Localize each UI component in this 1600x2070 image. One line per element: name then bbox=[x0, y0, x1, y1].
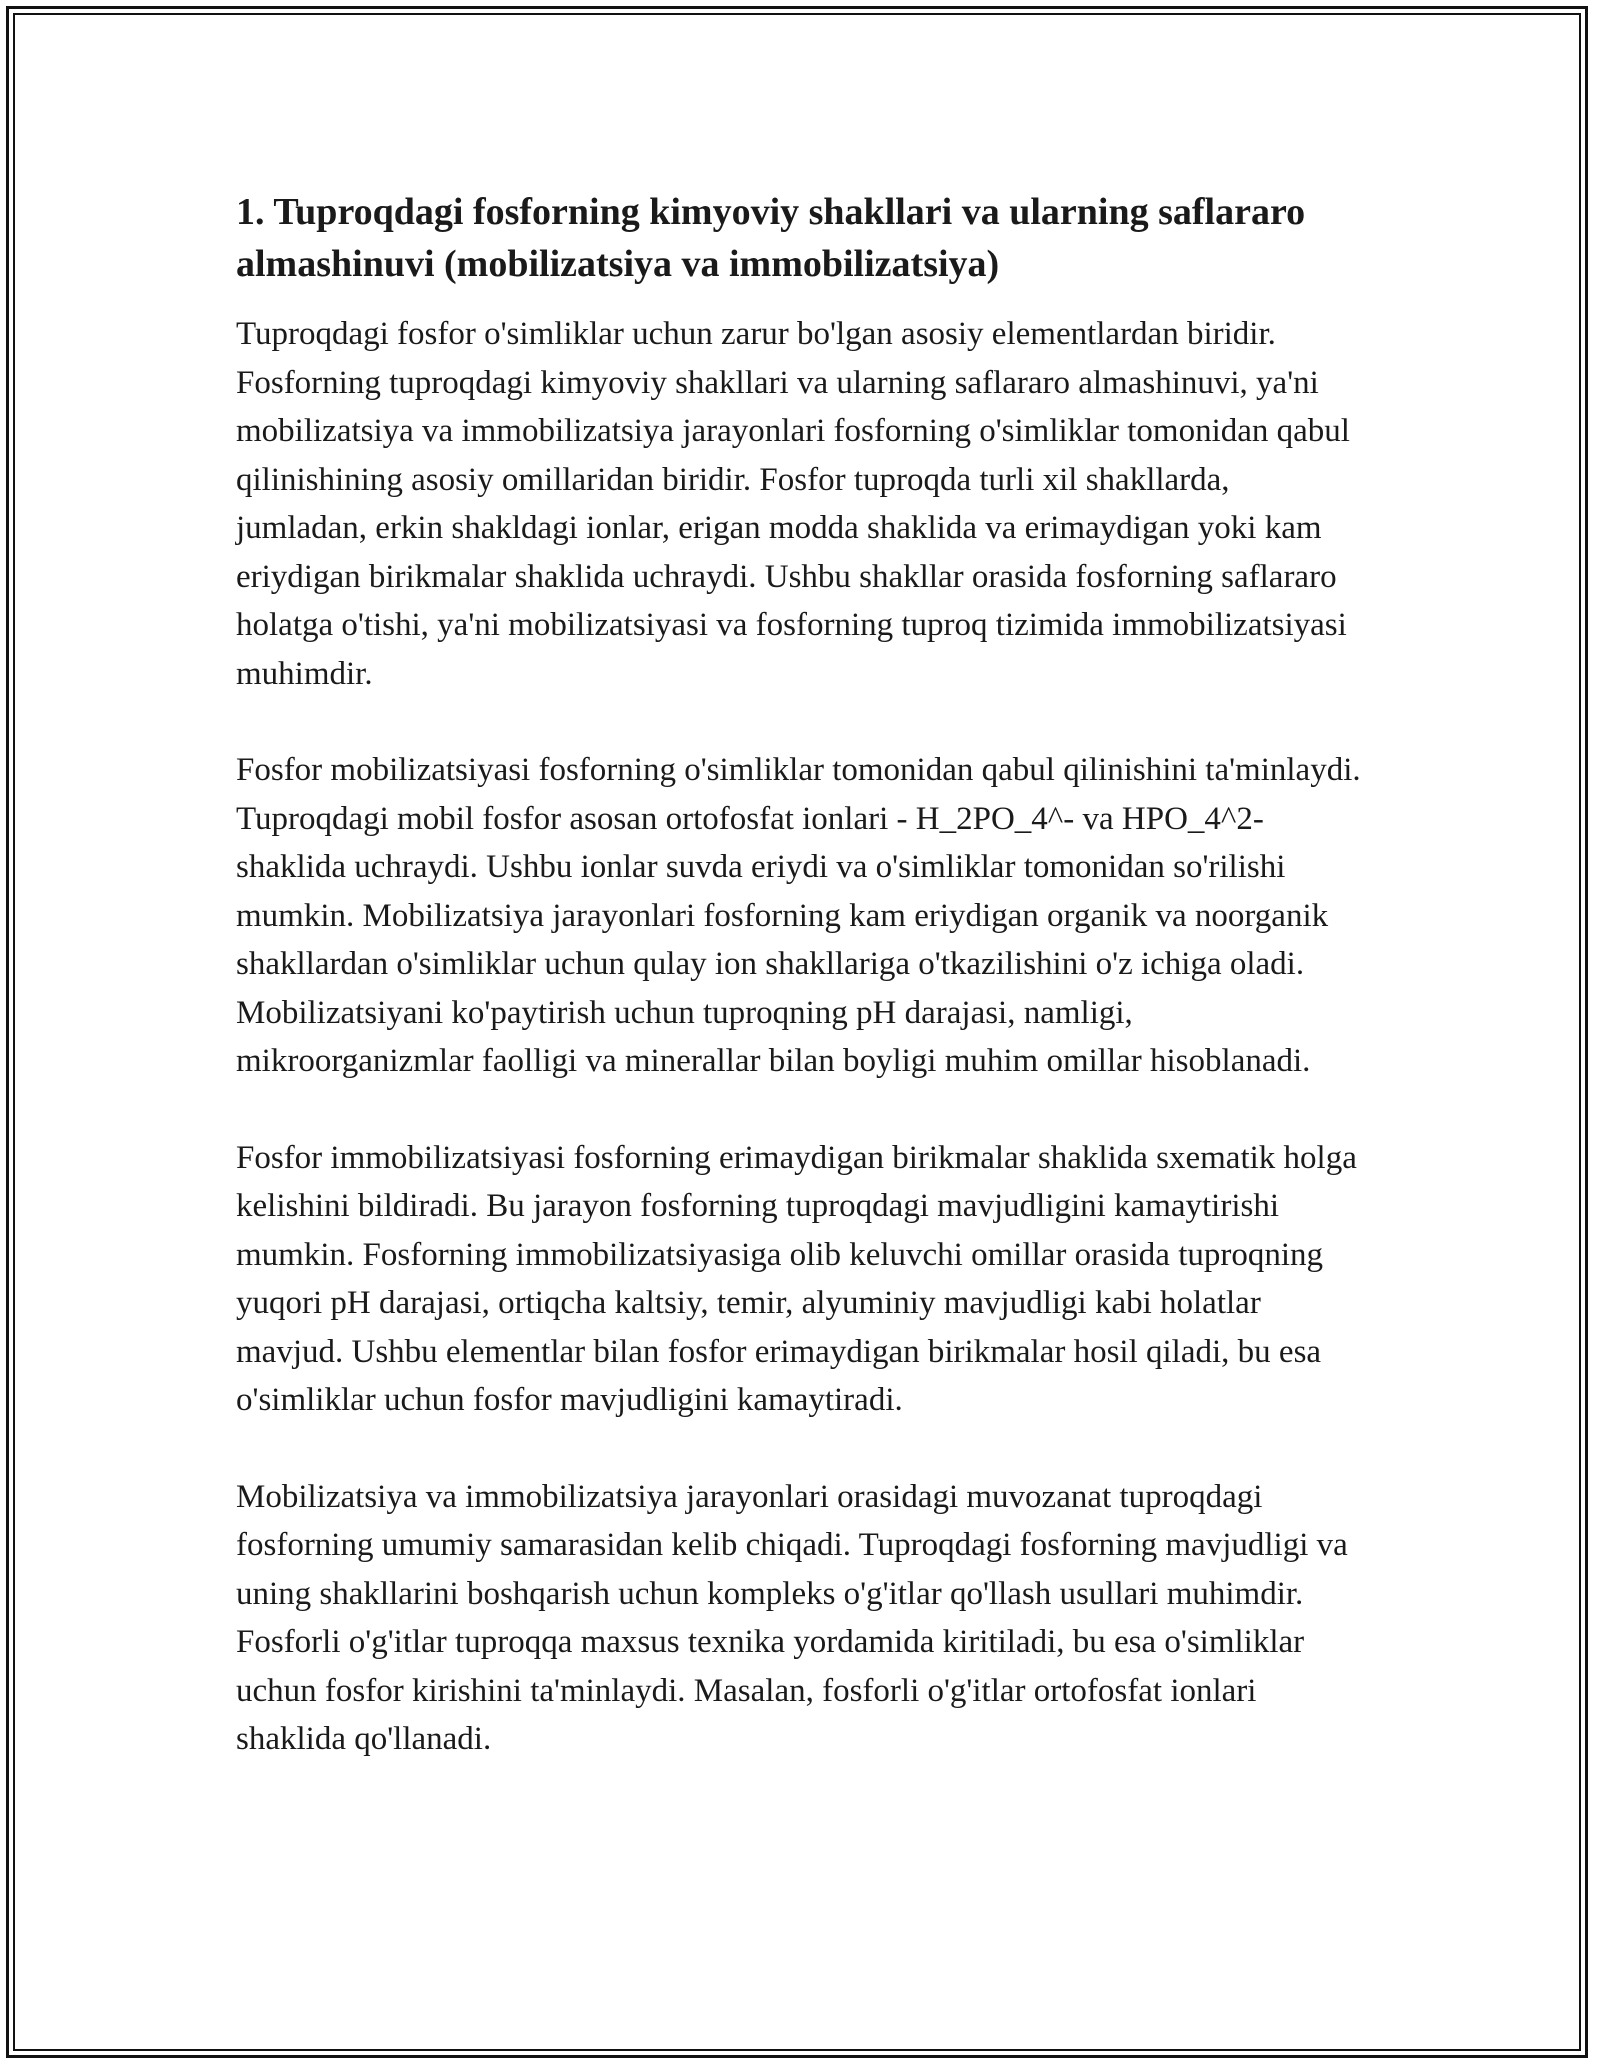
paragraph-mobilization: Fosfor mobilizatsiyasi fosforning o'simliklar tomonidan qabul qilinishini ta'minlaydi. Tuproqdagi mobil fosfor asosan ortofosfat ionlari - H_2PO_4^- va HPO_4^2- shaklida uchraydi. Ushbu ionlar suvda eriydi va o'simliklar tomonidan so'rilishi mumkin. Mobilizatsiya jarayonlari fosforning kam eriydigan organik va noorganik shakllardan o'simliklar uchun qulay ion shakllariga o'tkazilishini o'z ichiga oladi. Mobilizatsiyani ko'paytirish uchun tuproqning pH darajasi, namligi, mikroorganizmlar faolligi va minerallar bilan boyligi muhim omillar hisoblanadi. bbox=[236, 752, 1361, 1079]
paragraph-balance: Mobilizatsiya va immobilizatsiya jarayonlari orasidagi muvozanat tuproqdagi fosforning umumiy samarasidan kelib chiqadi. Tuproqdagi fosforning mavjudligi va uning shakllarini boshqarish uchun kompleks o'g'itlar qo'llash usullari muhimdir. Fosforli o'g'itlar tuproqqa maxsus texnika yordamida kiritiladi, bu esa o'simliklar uchun fosfor kirishini ta'minlaydi. Masalan, fosforli o'g'itlar ortofosfat ionlari shaklida qo'llanadi. bbox=[236, 1478, 1348, 1757]
paragraph-intro: Tuproqdagi fosfor o'simliklar uchun zarur bo'lgan asosiy elementlardan biridir. Fosforning tuproqdagi kimyoviy shakllari va ularning saflararo almashinuvi, ya'ni mobilizatsiya va immobilizatsiya jarayonlari fosforning o'simliklar tomonidan qabul qilinishining asosiy omillaridan biridir. Fosfor tuproqda turli xil shakllarda, jumladan, erkin shakldagi ionlar, erigan modda shaklida va erimaydigan yoki kam eriydigan birikmalar shaklida uchraydi. Ushbu shakllar orasida fosforning saflararo holatga o'tishi, ya'ni mobilizatsiyasi va fosforning tuproq tizimida immobilizatsiyasi muhimdir. bbox=[236, 316, 1350, 692]
section-heading: 1. Tuproqdagi fosforning kimyoviy shakllari va ularning saflararo almashinuvi (mobilizatsiya va immobilizatsiya) bbox=[236, 191, 1306, 285]
document-body bbox=[236, 186, 1366, 1812]
paragraph-immobilization: Fosfor immobilizatsiyasi fosforning erimaydigan birikmalar shaklida sxematik holga kelishini bildiradi. Bu jarayon fosforning tuproqdagi mavjudligini kamaytirishi mumkin. Fosforning immobilizatsiyasiga olib keluvchi omillar orasida tuproqning yuqori pH darajasi, ortiqcha kaltsiy, temir, alyuminiy mavjudligi kabi holatlar mavjud. Ushbu elementlar bilan fosfor erimaydigan birikmalar hosil qiladi, bu esa o'simliklar uchun fosfor mavjudligini kamaytiradi. bbox=[236, 1139, 1357, 1418]
